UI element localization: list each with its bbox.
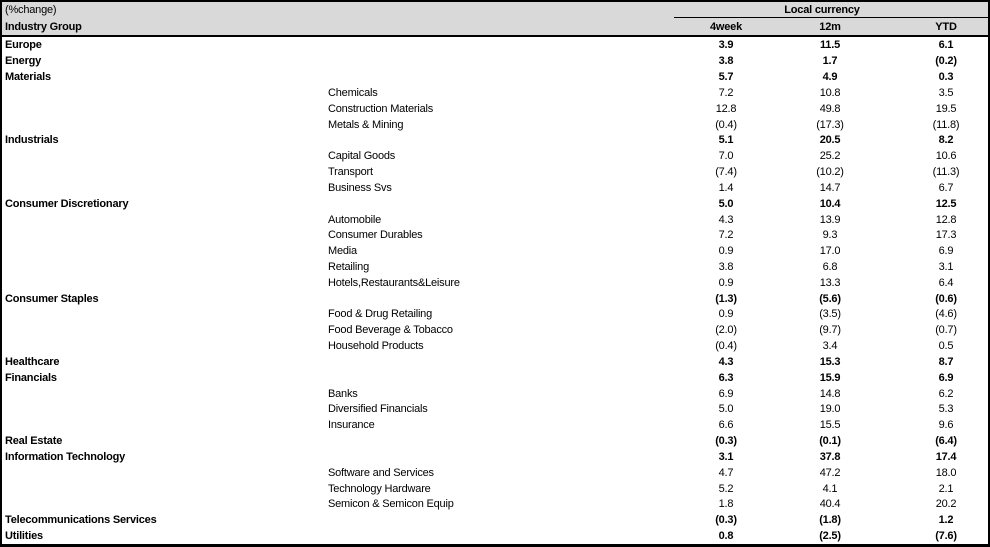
value-ytd: (11.8) xyxy=(932,118,960,131)
table-row xyxy=(2,85,988,101)
value-12m: 13.9 xyxy=(819,213,841,226)
value-12m: 6.8 xyxy=(822,261,838,273)
value-12m: 40.4 xyxy=(819,498,841,511)
table-row xyxy=(2,275,988,291)
sub-industry-label: Food Beverage & Tobacco xyxy=(328,324,453,337)
value-ytd: 1.2 xyxy=(938,514,954,527)
table-header xyxy=(2,2,988,37)
industry-group-label: Consumer Discretionary xyxy=(5,197,129,210)
value-12m: (9.7) xyxy=(819,324,841,337)
sub-industry-label: Media xyxy=(328,245,357,258)
value-12m: 47.2 xyxy=(819,466,841,479)
value-12m: 17.0 xyxy=(819,245,841,258)
industry-group-label: Real Estate xyxy=(5,435,63,448)
value-12m: 10.8 xyxy=(819,86,841,99)
industry-group-label: Industrials xyxy=(5,134,59,147)
value-ytd: (6.4) xyxy=(935,435,957,448)
table-row xyxy=(2,449,988,465)
table-row xyxy=(2,370,988,386)
value-12m: (17.3) xyxy=(816,118,844,131)
value-4week: 5.2 xyxy=(718,482,734,495)
value-4week: 5.0 xyxy=(718,197,734,210)
value-4week: 5.0 xyxy=(718,403,734,416)
table-row xyxy=(2,38,988,54)
sub-industry-label: Retailing xyxy=(328,261,370,273)
value-4week: 0.8 xyxy=(718,530,734,543)
value-4week: 3.8 xyxy=(718,55,734,68)
value-4week: (1.3) xyxy=(715,292,737,305)
industry-group-label: Materials xyxy=(5,71,51,84)
sub-industry-label: Food & Drug Retailing xyxy=(328,308,433,321)
sub-industry-label: Chemicals xyxy=(328,86,378,99)
value-4week: (0.4) xyxy=(715,118,737,131)
value-ytd: 3.5 xyxy=(938,86,954,99)
industry-group-label: Consumer Staples xyxy=(5,292,99,305)
value-4week: 1.4 xyxy=(718,181,734,194)
value-12m: 14.7 xyxy=(819,181,841,194)
value-4week: 3.9 xyxy=(718,39,734,52)
value-4week: (2.0) xyxy=(715,324,737,337)
value-12m: 49.8 xyxy=(819,102,841,115)
table-row xyxy=(2,465,988,481)
industry-group-label: Telecommunications Services xyxy=(5,514,157,527)
value-ytd: 6.9 xyxy=(938,371,954,384)
column-header-12m: 12m xyxy=(819,21,841,33)
value-ytd: 20.2 xyxy=(935,498,957,511)
value-ytd: 5.3 xyxy=(938,403,954,416)
value-12m: 3.4 xyxy=(822,340,838,353)
sub-industry-label: Hotels,Restaurants&Leisure xyxy=(328,276,460,289)
table-row xyxy=(2,322,988,338)
value-12m: 37.8 xyxy=(819,450,841,463)
value-ytd: (0.6) xyxy=(935,292,957,305)
table-row xyxy=(2,132,988,148)
table-row xyxy=(2,386,988,402)
table-row xyxy=(2,291,988,307)
value-ytd: (11.3) xyxy=(932,166,960,179)
table-row xyxy=(2,212,988,228)
sub-industry-label: Insurance xyxy=(328,419,375,432)
sub-industry-label: Capital Goods xyxy=(328,150,396,163)
value-4week: 7.2 xyxy=(718,229,734,242)
value-ytd: (0.7) xyxy=(935,324,957,337)
table-row xyxy=(2,528,988,544)
value-4week: 1.8 xyxy=(718,498,734,511)
sub-industry-label: Metals & Mining xyxy=(328,118,404,131)
table-row xyxy=(2,307,988,323)
value-12m: 14.8 xyxy=(819,387,841,400)
value-12m: 20.5 xyxy=(819,134,841,147)
value-ytd: 2.1 xyxy=(938,482,954,495)
value-12m: 19.0 xyxy=(819,403,841,416)
table-row xyxy=(2,354,988,370)
table-row xyxy=(2,481,988,497)
table-row xyxy=(2,402,988,418)
value-ytd: 10.6 xyxy=(935,150,957,163)
table-row xyxy=(2,101,988,117)
value-12m: (1.8) xyxy=(819,514,841,527)
value-ytd: 17.3 xyxy=(935,229,957,242)
value-ytd: 6.1 xyxy=(938,39,954,52)
value-ytd: 0.5 xyxy=(938,340,954,353)
value-4week: 6.9 xyxy=(718,387,734,400)
table-row xyxy=(2,69,988,85)
sub-industry-label: Consumer Durables xyxy=(328,229,423,242)
value-12m: (3.5) xyxy=(819,308,841,321)
industry-group-label: Financials xyxy=(5,371,57,384)
value-ytd: (4.6) xyxy=(935,308,957,321)
table-row xyxy=(2,243,988,259)
value-12m: (5.6) xyxy=(819,292,841,305)
value-12m: (2.5) xyxy=(819,530,841,543)
value-ytd: 19.5 xyxy=(935,102,957,115)
value-12m: 4.9 xyxy=(822,71,838,84)
industry-group-label: Utilities xyxy=(5,530,43,543)
table-row xyxy=(2,227,988,243)
sub-industry-label: Semicon & Semicon Equip xyxy=(328,498,454,511)
value-ytd: 3.1 xyxy=(938,261,954,273)
value-4week: 7.0 xyxy=(718,150,734,163)
table-row xyxy=(2,148,988,164)
value-ytd: 18.0 xyxy=(935,466,957,479)
value-4week: (7.4) xyxy=(715,166,737,179)
value-4week: 12.8 xyxy=(715,102,737,115)
value-4week: 7.2 xyxy=(718,86,734,99)
value-12m: 11.5 xyxy=(819,39,840,52)
sub-industry-label: Automobile xyxy=(328,213,382,226)
value-ytd: 0.3 xyxy=(938,71,954,84)
industry-group-label: Energy xyxy=(5,55,42,68)
column-header-4week: 4week xyxy=(709,21,743,33)
table-row xyxy=(2,117,988,133)
industry-group-column-header: Industry Group xyxy=(5,21,82,33)
sub-industry-label: Technology Hardware xyxy=(328,482,431,495)
value-ytd: (0.2) xyxy=(935,55,957,68)
value-4week: 5.1 xyxy=(718,134,734,147)
value-12m: 13.3 xyxy=(819,276,841,289)
table-row xyxy=(2,497,988,513)
value-12m: 15.5 xyxy=(819,419,841,432)
sub-industry-label: Software and Services xyxy=(328,466,434,479)
table-row xyxy=(2,259,988,275)
value-4week: 0.9 xyxy=(718,308,734,321)
percent-change-label: (%change) xyxy=(5,4,57,16)
sub-industry-label: Diversified Financials xyxy=(328,403,428,416)
table-row xyxy=(2,196,988,212)
table-row xyxy=(2,53,988,69)
value-ytd: 6.2 xyxy=(938,387,954,400)
table-row xyxy=(2,164,988,180)
value-4week: 6.6 xyxy=(718,419,734,432)
value-4week: (0.4) xyxy=(715,340,737,353)
value-4week: 3.8 xyxy=(718,261,734,273)
value-4week: 3.1 xyxy=(718,450,734,463)
table-row xyxy=(2,512,988,528)
value-4week: 0.9 xyxy=(718,276,734,289)
value-12m: 10.4 xyxy=(819,197,841,210)
value-4week: 4.7 xyxy=(718,466,734,479)
value-ytd: 6.9 xyxy=(938,245,954,258)
value-12m: 4.1 xyxy=(822,482,838,495)
value-12m: 25.2 xyxy=(819,150,841,163)
industry-group-label: Information Technology xyxy=(5,450,126,463)
value-4week: (0.3) xyxy=(715,435,737,448)
value-4week: 0.9 xyxy=(718,245,734,258)
value-ytd: (7.6) xyxy=(935,530,957,543)
industry-group-label: Healthcare xyxy=(5,355,60,368)
value-ytd: 8.7 xyxy=(938,355,954,368)
sub-industry-label: Household Products xyxy=(328,340,424,353)
sub-industry-label: Business Svs xyxy=(328,181,392,194)
value-12m: (10.2) xyxy=(816,166,844,179)
local-currency-group-header: Local currency xyxy=(674,2,988,18)
value-ytd: 12.8 xyxy=(935,213,957,226)
column-header-ytd: YTD xyxy=(935,21,957,33)
value-12m: 15.3 xyxy=(819,355,841,368)
value-4week: 4.3 xyxy=(718,355,734,368)
value-ytd: 6.7 xyxy=(938,181,954,194)
value-12m: 15.9 xyxy=(819,371,841,384)
value-ytd: 9.6 xyxy=(938,419,954,432)
value-ytd: 17.4 xyxy=(935,450,957,463)
industry-group-label: Europe xyxy=(5,39,42,52)
sub-industry-label: Banks xyxy=(328,387,358,400)
value-12m: (0.1) xyxy=(819,435,841,448)
value-ytd: 8.2 xyxy=(938,134,954,147)
table-row xyxy=(2,180,988,196)
value-4week: 6.3 xyxy=(718,371,734,384)
sub-industry-label: Transport xyxy=(328,166,373,179)
table-row xyxy=(2,338,988,354)
value-ytd: 12.5 xyxy=(935,197,957,210)
table-body xyxy=(2,38,988,545)
value-12m: 1.7 xyxy=(822,55,838,68)
value-4week: 5.7 xyxy=(718,71,734,84)
table-row xyxy=(2,417,988,433)
value-ytd: 6.4 xyxy=(938,276,954,289)
table-row xyxy=(2,433,988,449)
value-12m: 9.3 xyxy=(822,229,838,242)
value-4week: 4.3 xyxy=(718,213,734,226)
value-4week: (0.3) xyxy=(715,514,737,527)
sub-industry-label: Construction Materials xyxy=(328,102,434,115)
